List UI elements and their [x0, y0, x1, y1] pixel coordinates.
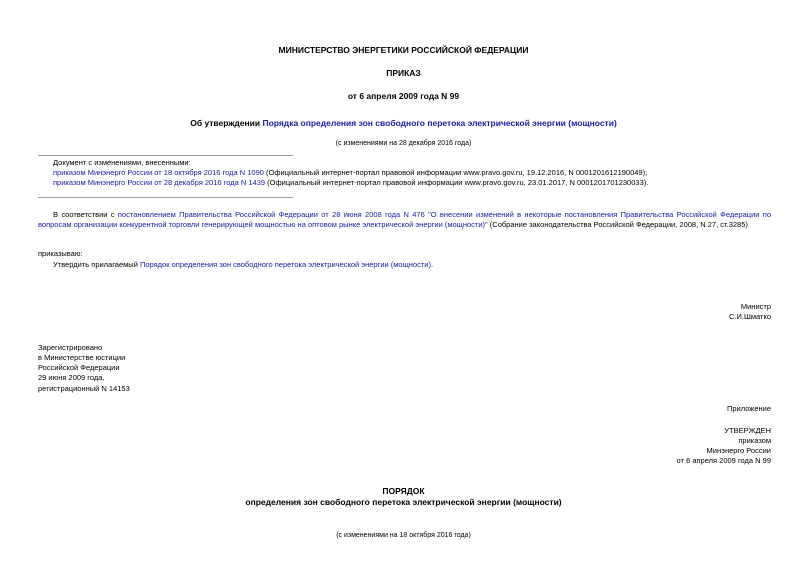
- registration-line: регистрационный N 14153: [38, 383, 130, 393]
- resolution-476-link[interactable]: постановлением Правительства Российской Федерации от 28 июня 2008 года N 476 "О внесении изменений в некоторые постановления Правительства Российской Федерации по вопросам организации конкурентной торговли генерирующей мощностью на оптовом рынке электрической энергии (мощности)": [38, 210, 772, 230]
- amendments-intro: Документ с изменениями, внесенными:: [53, 158, 191, 167]
- order-procedure-link[interactable]: Порядок определения зон свободного перетока электрической энергии (мощности): [139, 260, 431, 269]
- registration-line: Российской Федерации: [38, 363, 120, 373]
- approval-line: УТВЕРЖДЕН: [724, 426, 771, 435]
- procedure-changes-note: (с изменениями на 18 октября 2016 года): [336, 532, 471, 539]
- title-procedure-link[interactable]: Порядка определения зон свободного перетока электрической энергии (мощности): [262, 118, 617, 128]
- amendments-block: [53, 158, 793, 188]
- amendment-item: [53, 178, 793, 188]
- divider-bottom: [38, 197, 293, 198]
- changes-note: (с изменениями на 28 декабря 2016 года): [335, 140, 472, 147]
- approval-line: от 6 апреля 2009 года N 99: [676, 456, 771, 466]
- title-prefix: Об утверждении: [190, 118, 263, 128]
- approval-block: [677, 426, 771, 467]
- order-paragraph: [53, 260, 773, 270]
- divider-top: [38, 155, 293, 156]
- ministry-heading: МИНИСТЕРСТВО ЭНЕРГЕТИКИ РОССИЙСКОЙ ФЕДЕРАЦИИ: [278, 45, 529, 55]
- appendix-label: Приложение: [727, 404, 771, 413]
- amendment-link-1439[interactable]: приказом Минэнерго России от 28 декабря 2016 года N 1439: [53, 178, 266, 188]
- order-verb: приказываю:: [38, 249, 83, 258]
- amendment-item: [53, 168, 793, 178]
- amendment-text: (Официальный интернет-портал правовой информации www.pravo.gov.ru, 23.01.2017, N 0001201701230033).: [265, 178, 649, 188]
- registration-line: 29 июня 2009 года,: [38, 373, 105, 383]
- registration-line: Зарегистрировано: [38, 343, 103, 352]
- preamble-suffix: (Собрание законодательства Российской Федерации, 2008, N 27, ст.3285): [487, 220, 748, 230]
- order-date-number: от 6 апреля 2009 года N 99: [347, 91, 460, 101]
- approval-line: приказом: [738, 436, 771, 446]
- registration-block: [38, 343, 130, 394]
- signer-name: С.И.Шматко: [729, 312, 771, 322]
- document-type: ПРИКАЗ: [386, 68, 421, 78]
- amendment-link-1090[interactable]: приказом Минэнерго России от 18 октября 2016 года N 1090: [53, 168, 264, 178]
- order-prefix: Утвердить прилагаемый: [53, 260, 140, 269]
- procedure-subtitle: определения зон свободного перетока электрической энергии (мощности): [245, 497, 562, 507]
- signature-block: [729, 302, 771, 322]
- procedure-title: ПОРЯДОК: [382, 486, 425, 496]
- document-title: [0, 118, 807, 129]
- signer-position: Министр: [740, 302, 771, 311]
- registration-line: в Министерстве юстиции: [38, 353, 126, 363]
- order-suffix: .: [430, 260, 434, 269]
- approval-line: Минэнерго России: [706, 446, 771, 456]
- preamble-prefix: В соответствии с: [53, 210, 118, 219]
- amendment-text: (Официальный интернет-портал правовой информации www.pravo.gov.ru, 19.12.2016, N 0001201612190049);: [263, 168, 648, 178]
- preamble-paragraph: [38, 210, 771, 230]
